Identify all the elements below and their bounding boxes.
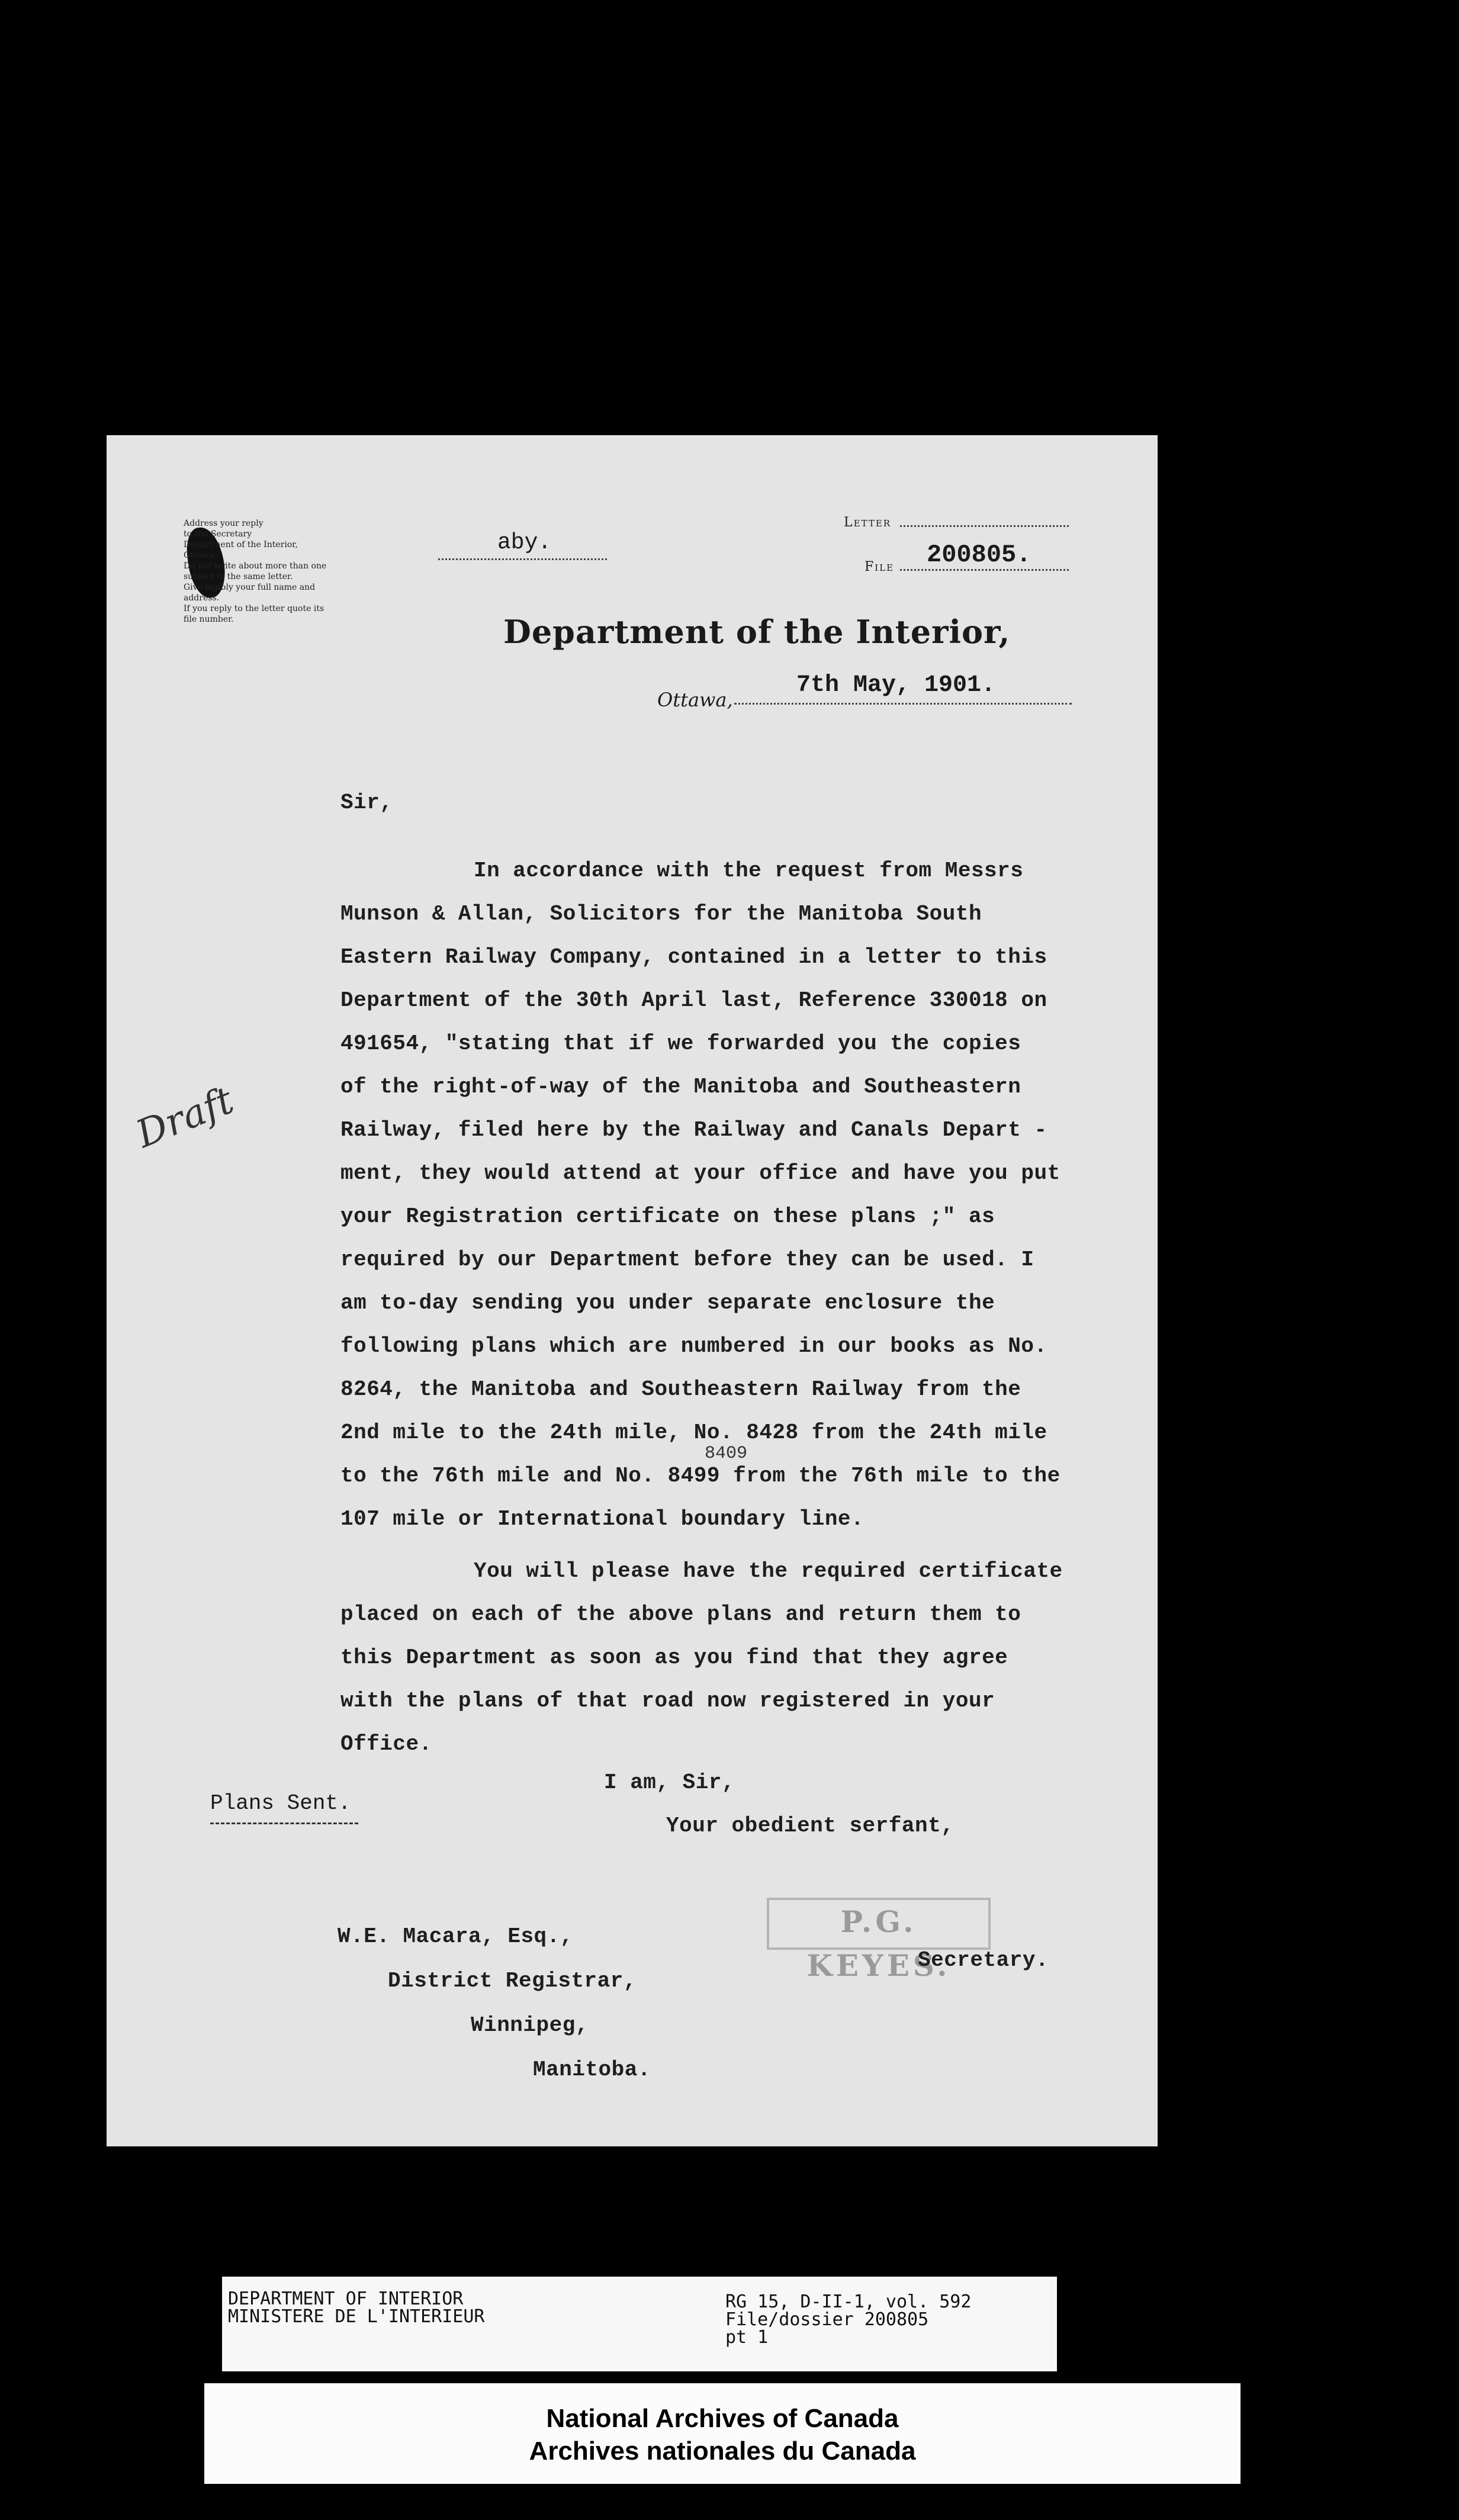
initials-rule (438, 558, 607, 560)
body-line: Department of the 30th April last, Reference 330018 on (340, 988, 1047, 1012)
body-line: 107 mile or International boundary line. (340, 1507, 865, 1531)
body-line: You will please have the required certificate (474, 1559, 1063, 1583)
reply-instruction-line: Ottawa. (184, 551, 217, 560)
address-line: Manitoba. (533, 2058, 651, 2082)
letter-date: 7th May, 1901. (796, 672, 996, 699)
file-rule (900, 569, 1069, 571)
address-line: District Registrar, (388, 1969, 637, 1993)
archive-department-fr: MINISTERE DE L'INTERIEUR (228, 2306, 485, 2327)
reply-instruction-line: address. (184, 593, 220, 603)
address-line: Winnipeg, (471, 2013, 589, 2037)
reply-instruction-line: Do not write about more than one (184, 561, 327, 571)
department-heading: Department of the Interior, (503, 613, 1011, 651)
archive-record-group: RG 15, D-II-1, vol. 592 (725, 2291, 972, 2312)
archive-department-en: DEPARTMENT OF INTERIOR (228, 2288, 464, 2309)
archives-credit (204, 2383, 1241, 2484)
body-line: of the right-of-way of the Manitoba and Southeastern (340, 1075, 1021, 1099)
archives-name-fr: Archives nationales du Canada (529, 2437, 916, 2466)
body-line: 491654, "stating that if we forwarded you the copies (340, 1031, 1021, 1056)
reference-initials: aby. (497, 530, 552, 555)
closing-line: I am, Sir, (604, 1770, 735, 1795)
letter-rule (900, 525, 1069, 527)
body-line: with the plans of that road now registered in your (340, 1689, 995, 1713)
body-line: Munson & Allan, Solicitors for the Manitoba South (340, 902, 982, 926)
reply-instruction-line: Address your reply (184, 519, 263, 528)
file-number: 200805. (927, 541, 1031, 569)
body-line: Eastern Railway Company, contained in a letter to this (340, 945, 1047, 969)
body-line: to the 76th mile and No. 8499 from the 76th mile to the (340, 1464, 1060, 1488)
reply-instruction-line: Give legibly your full name and (184, 583, 316, 592)
body-line: required by our Department before they can be used. I (340, 1248, 1034, 1272)
salutation: Sir, (340, 790, 393, 815)
body-line: 8264, the Manitoba and Southeastern Railway from the (340, 1377, 1021, 1402)
body-line: am to-day sending you under separate enclosure the (340, 1291, 995, 1315)
address-line: W.E. Macara, Esq., (338, 1924, 573, 1949)
signature-stamp: P.G. KEYES. (767, 1898, 991, 1950)
body-line: 2nd mile to the 24th mile, No. 8428 from the 24th mile (340, 1420, 1047, 1445)
plans-sent-note: Plans Sent. (210, 1791, 351, 1815)
letter-label: Letter (844, 515, 892, 530)
body-line: placed on each of the above plans and return them to (340, 1602, 1021, 1627)
reply-instructions (184, 518, 373, 625)
letter-page (107, 435, 1158, 2146)
signature-title: Secretary. (918, 1948, 1049, 1972)
body-line: In accordance with the request from Messrs (474, 859, 1024, 883)
reply-instruction-line: subject in the same letter. (184, 572, 293, 581)
archive-part: pt 1 (725, 2327, 769, 2348)
body-line: Office. (340, 1732, 432, 1756)
margin-note-draft: Draft (130, 1078, 240, 1157)
reply-instruction-line: file number. (184, 615, 234, 624)
file-label: File (865, 560, 895, 574)
plans-sent-rule (210, 1822, 358, 1824)
body-line: following plans which are numbered in our books as No. (340, 1334, 1047, 1358)
reply-instruction-line: to the Secretary (184, 529, 252, 539)
reply-instruction-line: If you reply to the letter quote its (184, 604, 324, 613)
body-line: your Registration certificate on these plans ;" as (340, 1204, 995, 1229)
body-line: ment, they would attend at your office and have you put (340, 1161, 1060, 1185)
body-line: this Department as soon as you find that they agree (340, 1645, 1008, 1670)
archives-name-en: National Archives of Canada (546, 2404, 899, 2433)
archive-reference-label (222, 2277, 1057, 2371)
place-label: Ottawa, (657, 689, 733, 711)
interlinear-correction: 8409 (705, 1444, 748, 1464)
reply-instruction-line: Department of the Interior, (184, 540, 298, 549)
archive-file-number: File/dossier 200805 (725, 2309, 929, 2330)
closing-line: Your obedient serfant, (666, 1814, 955, 1838)
body-line: Railway, filed here by the Railway and Canals Depart - (340, 1118, 1047, 1142)
date-rule (734, 703, 1072, 705)
